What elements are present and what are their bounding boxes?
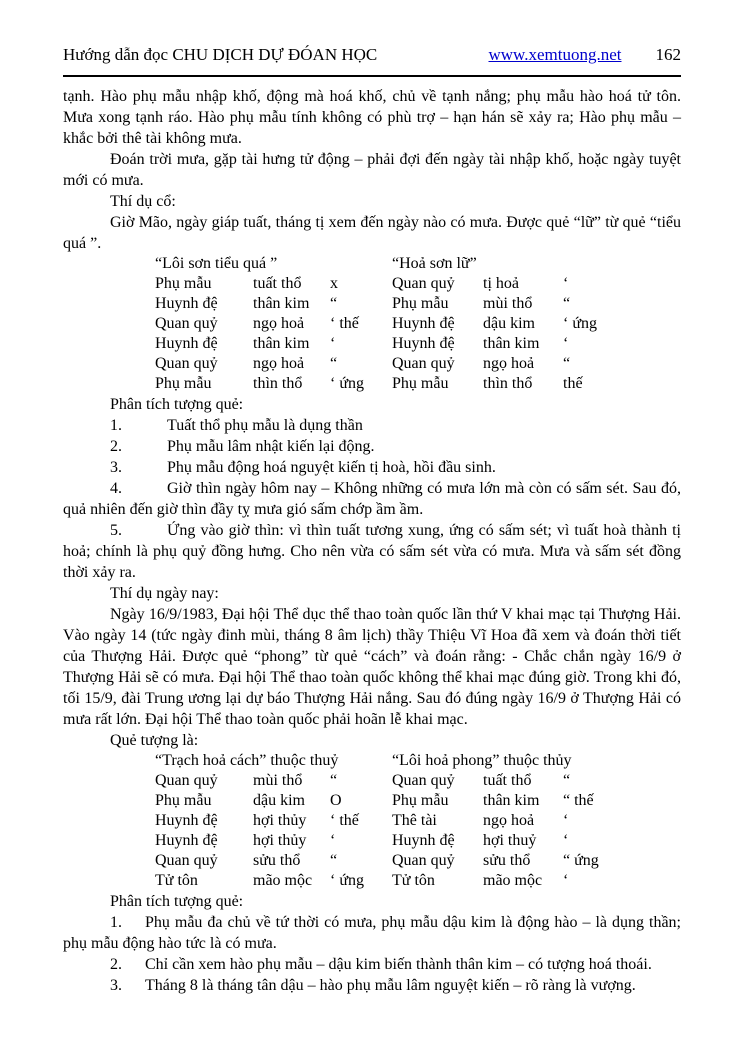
website-link[interactable]: www.xemtuong.net — [488, 45, 622, 64]
hexagram-role: Phụ mẫu — [392, 375, 449, 392]
hexagram-role: Huynh đệ — [155, 812, 218, 829]
hexagram-role: Quan quỷ — [155, 355, 218, 372]
analysis1-item-1 — [63, 415, 681, 436]
analysis1-item-5 — [63, 520, 681, 583]
line-mark: ‘ — [563, 275, 569, 292]
hexagram-table-1 — [155, 254, 681, 394]
item-number: 2. — [110, 438, 122, 455]
hexagram-element: mão mộc — [483, 872, 543, 889]
line-mark: ‘ — [330, 335, 336, 352]
hexagram-element: sửu thổ — [253, 852, 301, 869]
line-mark: ‘ — [563, 832, 569, 849]
line-mark: “ — [330, 355, 338, 372]
line-mark: “ — [330, 772, 338, 789]
hexagram-element: ngọ hoả — [253, 355, 305, 372]
item-number: 3. — [110, 459, 122, 476]
line-mark: thế — [563, 375, 583, 392]
paragraph-old-example: Giờ Mão, ngày giáp tuất, tháng tị xem đến ngày nào có mưa. Được quẻ “lữ” từ quẻ “tiểu quá ”. — [63, 214, 681, 252]
hexagram-role: Phụ mẫu — [155, 275, 212, 292]
hexagram-element: tị hoả — [483, 275, 519, 292]
line-mark: “ — [563, 355, 571, 372]
hexagram-role: Huynh đệ — [155, 335, 218, 352]
line-mark: ‘ ứng — [563, 315, 597, 332]
line-mark: “ thế — [563, 792, 594, 809]
hexagram-element: mão mộc — [253, 872, 313, 889]
hexagram-role: Phụ mẫu — [155, 375, 212, 392]
analysis1-item-4 — [63, 478, 681, 520]
item-text: Ứng vào giờ thìn: vì thìn tuất tương xung, ứng có sấm sét; vì tuất hoà thành tị hoả; chính là phụ quỷ đồng hưng. Cho nên vừa có sấm sét vừa có mưa. Mưa và sấm sét đồng thời xảy ra. — [63, 522, 681, 581]
line-mark: ‘ — [563, 872, 569, 889]
hexagram-role: Phụ mẫu — [155, 792, 212, 809]
hexagram-role: Phụ mẫu — [392, 792, 449, 809]
hexagram-role: Thê tài — [392, 812, 437, 829]
item-number: 1. — [110, 914, 122, 931]
line-mark: ‘ — [563, 812, 569, 829]
old-example-label: Thí dụ cổ: — [110, 193, 176, 210]
line-mark: ‘ ứng — [330, 872, 364, 889]
hexagram-role: Quan quỷ — [392, 772, 455, 789]
hexagram-role: Huynh đệ — [155, 295, 218, 312]
line-mark: “ — [330, 852, 338, 869]
hexagram-element: hợi thuỷ — [483, 832, 537, 849]
item-text: Tuất thổ phụ mẫu là dụng thần — [167, 417, 363, 434]
hexagram-intro-label: Quẻ tượng là: — [110, 732, 199, 749]
hexagram-title-left: “Lôi sơn tiểu quá ” — [155, 255, 278, 272]
hexagram-title-left: “Trạch hoả cách” thuộc thuỷ — [155, 752, 339, 769]
hexagram-element: mùi thổ — [253, 772, 303, 789]
hexagram-role: Huynh đệ — [392, 335, 455, 352]
hexagram-element: dậu kim — [253, 792, 305, 809]
hexagram-role: Phụ mẫu — [392, 295, 449, 312]
hexagram-element: dậu kim — [483, 315, 535, 332]
line-mark: “ — [563, 295, 571, 312]
hexagram-role: Quan quỷ — [155, 315, 218, 332]
hexagram-title-right: “Lôi hoả phong” thuộc thủy — [392, 752, 572, 769]
hexagram-element: ngọ hoả — [483, 812, 535, 829]
analysis1-item-2 — [63, 436, 681, 457]
hexagram-element: thân kim — [253, 295, 310, 312]
analysis1-item-3 — [63, 457, 681, 478]
header-divider — [63, 75, 681, 77]
hexagram-table-2 — [155, 751, 681, 891]
hexagram-title-right: “Hoả sơn lữ” — [392, 255, 477, 272]
line-mark: “ — [563, 772, 571, 789]
hexagram-element: tuất thổ — [253, 275, 302, 292]
hexagram-role: Quan quỷ — [392, 852, 455, 869]
hexagram-role: Tử tôn — [155, 872, 198, 889]
hexagram-role: Quan quỷ — [155, 772, 218, 789]
hexagram-element: ngọ hoả — [253, 315, 305, 332]
hexagram-role: Quan quỷ — [392, 275, 455, 292]
paragraph-rain-rule: Đoán trời mưa, gặp tài hưng tử động – phải đợi đến ngày tài nhập khố, hoặc ngày tuyệt mới có mưa. — [63, 151, 681, 189]
hexagram-element: ngọ hoả — [483, 355, 535, 372]
line-mark: ‘ thế — [330, 315, 359, 332]
hexagram-element: mùi thổ — [483, 295, 533, 312]
page-number: 162 — [655, 45, 681, 64]
item-number: 4. — [110, 480, 122, 497]
document-body — [63, 86, 681, 996]
item-number: 5. — [110, 522, 122, 539]
hexagram-element: thìn thổ — [483, 375, 533, 392]
line-mark: “ — [330, 295, 338, 312]
paragraph-continuation: tạnh. Hào phụ mẫu nhập khố, động mà hoá khố, chủ về tạnh nắng; phụ mẫu hào hoá tử tôn. Mưa xong tạnh ráo. Hào phụ mẫu tính không có phù trợ – hạn hán sẽ xảy ra; Hào phụ mẫu – khắc bởi thê tài không mưa. — [63, 88, 681, 147]
hexagram-element: hợi thủy — [253, 832, 307, 849]
item-text: Chỉ cần xem hào phụ mẫu – dậu kim biến thành thân kim – có tượng hoá thoái. — [145, 956, 652, 973]
hexagram-role: Quan quỷ — [155, 852, 218, 869]
analysis-heading-2: Phân tích tượng quẻ: — [110, 893, 244, 910]
item-number: 2. — [110, 956, 122, 973]
hexagram-element: thân kim — [253, 335, 310, 352]
new-example-label: Thí dụ ngày nay: — [110, 585, 219, 602]
item-text: Giờ thìn ngày hôm nay – Không những có mưa lớn mà còn có sấm sét. Sau đó, quả nhiên đến giờ thìn đầy tỵ mưa gió sấm chớp ầm ầm. — [63, 480, 681, 518]
book-title: Hướng dẫn đọc CHU DỊCH DỰ ĐÓAN HỌC — [63, 45, 378, 64]
analysis2-item-3 — [63, 975, 681, 996]
analysis-heading-1: Phân tích tượng quẻ: — [110, 396, 244, 413]
analysis2-item-2 — [63, 954, 681, 975]
item-text: Phụ mẫu đa chủ về tứ thời có mưa, phụ mẫu dậu kim là động hào – là dụng thần; phụ mẫu động hào tức là có mưa. — [63, 914, 681, 952]
line-mark: x — [330, 275, 338, 292]
line-mark: ‘ — [563, 335, 569, 352]
line-mark: O — [330, 792, 342, 809]
hexagram-element: thìn thổ — [253, 375, 303, 392]
item-number: 3. — [110, 977, 122, 994]
hexagram-role: Huynh đệ — [392, 832, 455, 849]
hexagram-element: hợi thủy — [253, 812, 307, 829]
hexagram-element: thân kim — [483, 335, 540, 352]
hexagram-role: Tử tôn — [392, 872, 435, 889]
page-header — [63, 44, 681, 66]
analysis2-item-1 — [63, 912, 681, 954]
item-text: Tháng 8 là tháng tân dậu – hào phụ mẫu lâm nguyệt kiến – rõ ràng là vượng. — [145, 977, 636, 994]
hexagram-role: Huynh đệ — [155, 832, 218, 849]
hexagram-element: tuất thổ — [483, 772, 532, 789]
hexagram-role: Huynh đệ — [392, 315, 455, 332]
line-mark: ‘ ứng — [330, 375, 364, 392]
line-mark: “ ứng — [563, 852, 599, 869]
hexagram-element: sửu thổ — [483, 852, 531, 869]
item-text: Phụ mẫu lâm nhật kiến lại động. — [167, 438, 375, 455]
item-text: Phụ mẫu động hoá nguyệt kiến tị hoà, hồi đầu sinh. — [167, 459, 496, 476]
line-mark: ‘ — [330, 832, 336, 849]
hexagram-role: Quan quỷ — [392, 355, 455, 372]
hexagram-element: thân kim — [483, 792, 540, 809]
paragraph-new-example: Ngày 16/9/1983, Đại hội Thể dục thể thao toàn quốc lần thứ V khai mạc tại Thượng Hải. Vào ngày 14 (tức ngày đinh mùi, tháng 8 âm lịch) thầy Thiệu Vĩ Hoa đã xem và đoán thời tiết của Thượng Hải. Được quẻ “phong” từ quẻ “cách” và đoán rằng: - Chắc chắn ngày 16/9 ở Thượng Hải sẽ có mưa. Đại hội Thể thao toàn quốc không thể khai mạc đúng giờ. Trong khi đó, tối 15/9, đài Trung ương lại dự báo Thượng Hải nắng. Sau đó đúng ngày 16/9 ở Thượng Hải có mưa rất lớn. Đại hội Thể thao toàn quốc phải hoãn lễ khai mạc. — [63, 606, 681, 728]
line-mark: ‘ thế — [330, 812, 359, 829]
item-number: 1. — [110, 417, 122, 434]
